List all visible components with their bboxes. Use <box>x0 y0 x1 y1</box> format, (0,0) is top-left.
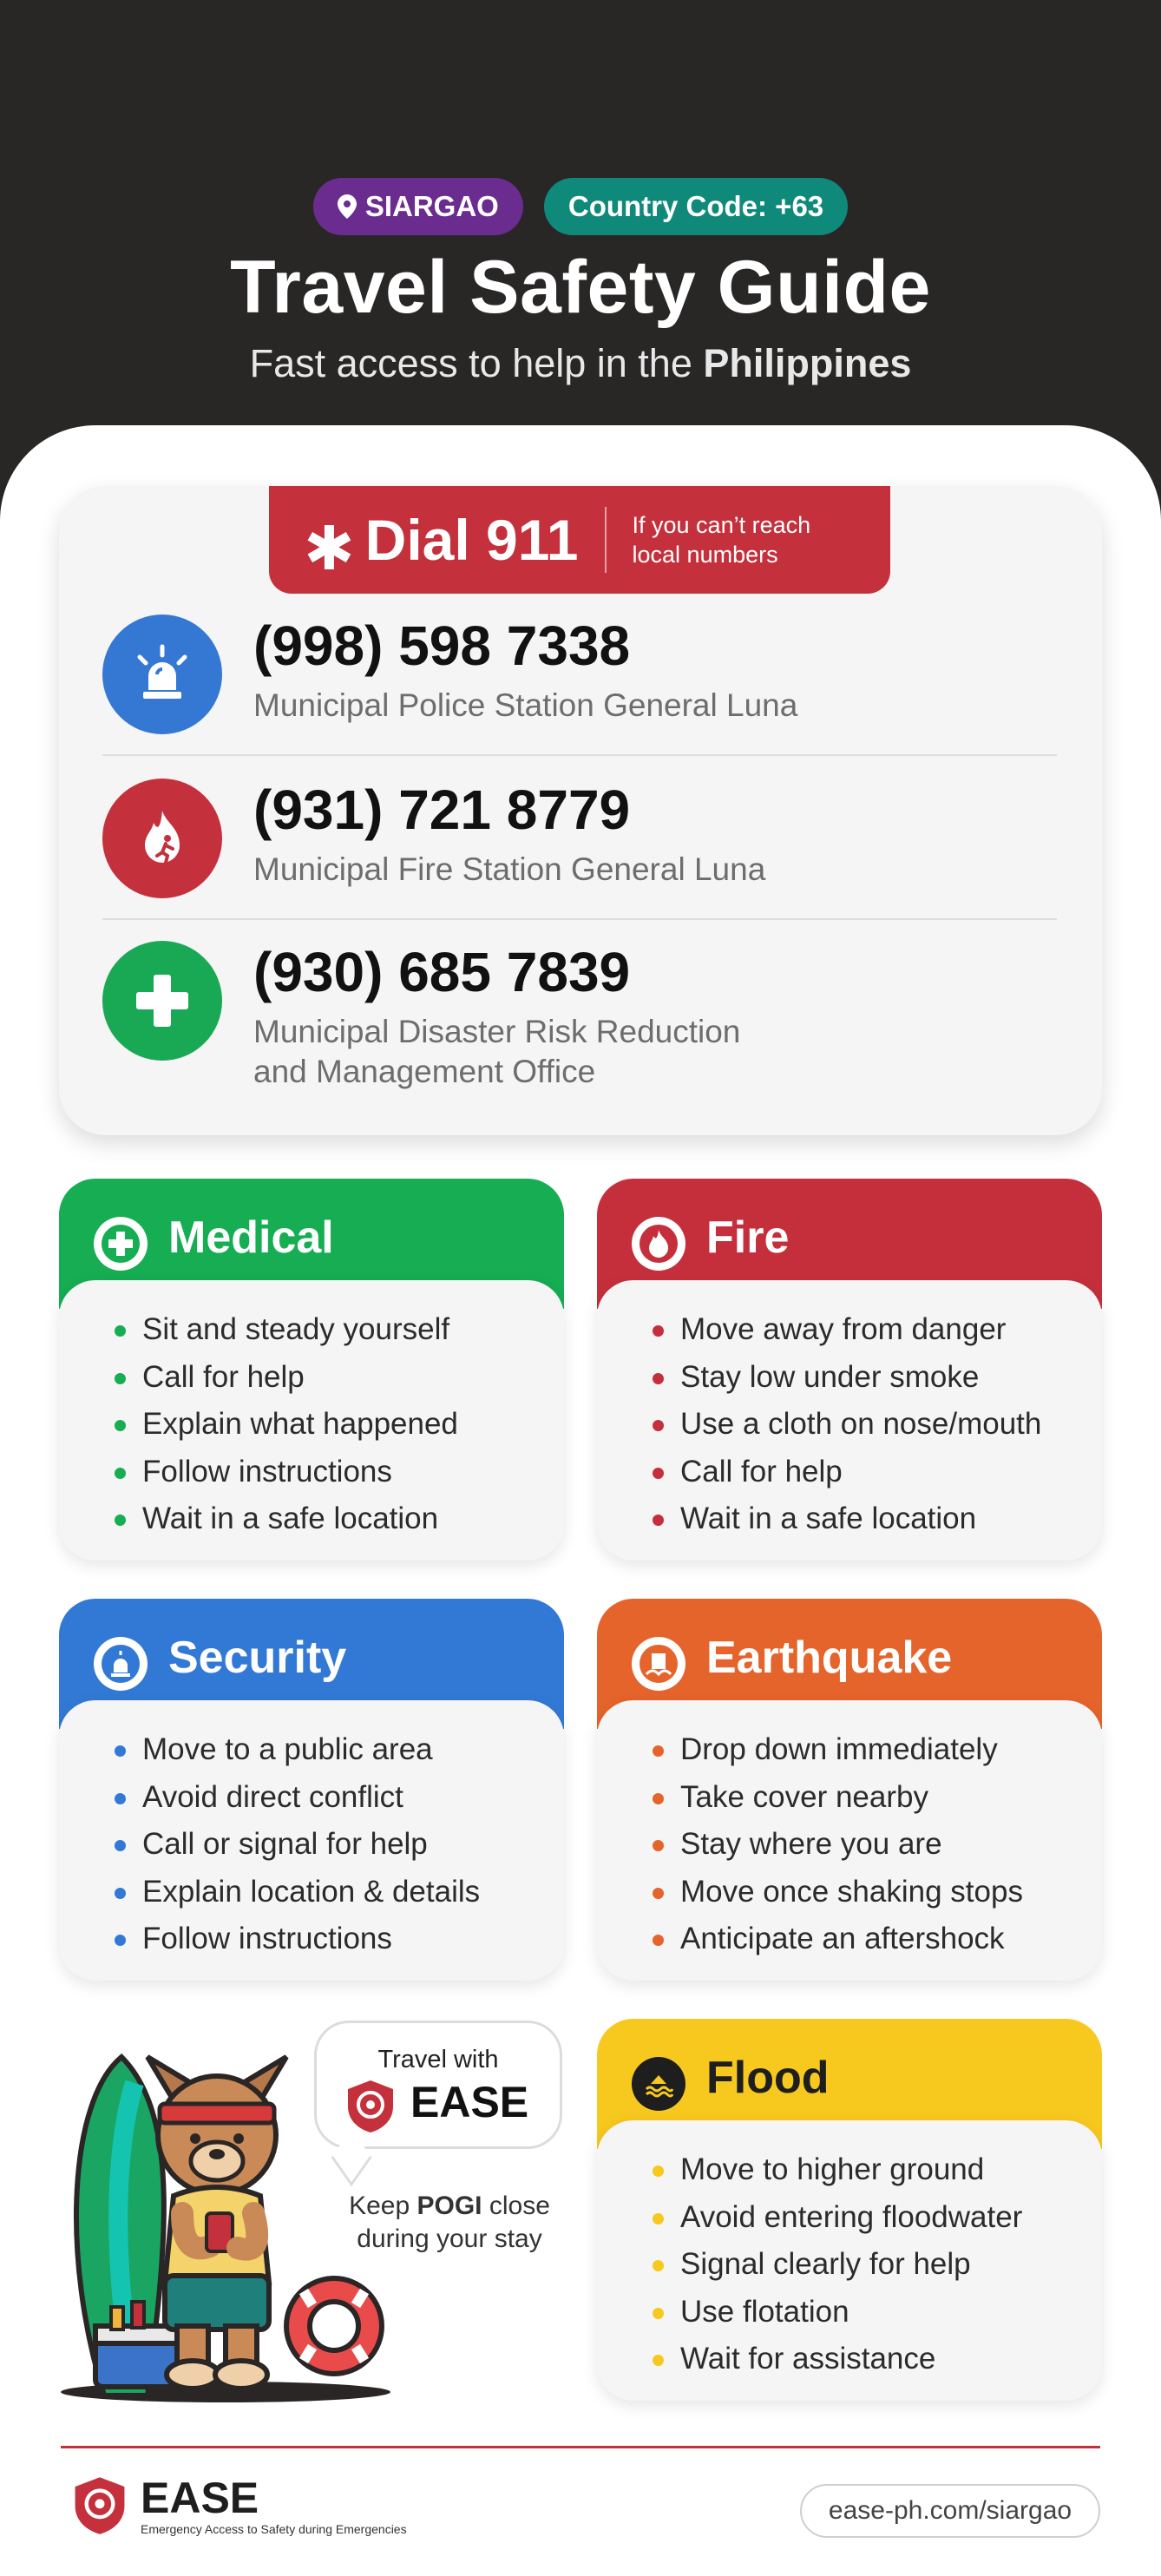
list-item: Use a cloth on nose/mouth <box>649 1401 1102 1449</box>
dial-note <box>633 510 811 569</box>
contact-divider <box>102 754 1057 756</box>
earthquake-icon <box>632 1637 685 1691</box>
contact-divider <box>102 918 1057 920</box>
contact-disaster-office[interactable] <box>102 941 741 1089</box>
list-item: Move to a public area <box>111 1726 564 1774</box>
earthquake-card <box>597 1599 1102 1981</box>
asterisk-icon: ✱ <box>304 515 355 582</box>
dial-note-line2: local numbers <box>632 542 778 568</box>
list-item: Avoid direct conflict <box>111 1774 564 1822</box>
keep-prefix: Keep <box>349 2192 417 2220</box>
list-item: Avoid entering floodwater <box>649 2194 1102 2242</box>
website-link[interactable]: ease-ph.com/siargao <box>800 2484 1100 2538</box>
header <box>0 0 1161 486</box>
fire-card-title: Fire <box>706 1212 790 1263</box>
flood-card-title: Flood <box>706 2053 830 2103</box>
list-item: Follow instructions <box>111 1916 564 1963</box>
keep-suffix: close <box>482 2192 550 2220</box>
dial-911-banner[interactable] <box>269 486 890 594</box>
mascot-illustration <box>52 2048 390 2417</box>
contact-name-line2: and Management Office <box>253 1054 596 1089</box>
page-title: Travel Safety Guide <box>230 246 931 329</box>
list-item: Drop down immediately <box>649 1726 1102 1774</box>
bubble-brand: EASE <box>410 2078 529 2126</box>
medical-cross-icon <box>94 1217 148 1271</box>
mascot-name: POGI <box>417 2192 482 2220</box>
security-card-title: Security <box>168 1633 347 1683</box>
contact-number[interactable]: (931) 721 8779 <box>253 779 631 841</box>
earthquake-card-title: Earthquake <box>706 1633 953 1683</box>
keep-line2: during your stay <box>357 2224 542 2253</box>
location-pill <box>313 178 523 235</box>
list-item: Stay low under smoke <box>649 1354 1102 1402</box>
list-item: Call or signal for help <box>111 1821 564 1869</box>
page-subtitle <box>0 341 1161 386</box>
list-item: Move away from danger <box>649 1306 1102 1354</box>
contact-number[interactable]: (930) 685 7839 <box>253 941 631 1003</box>
dial-separator <box>605 507 607 573</box>
security-card-body <box>59 1700 564 1981</box>
travel-with-text: Travel with <box>377 2046 499 2073</box>
subtitle-country: Philippines <box>703 341 912 385</box>
flood-card <box>597 2019 1102 2401</box>
list-item: Call for help <box>649 1449 1102 1496</box>
flood-icon <box>632 2057 685 2111</box>
list-item: Anticipate an aftershock <box>649 1916 1102 1963</box>
list-item: Move once shaking stops <box>649 1869 1102 1916</box>
medical-card-title: Medical <box>168 1212 334 1263</box>
contact-fire[interactable] <box>102 779 765 900</box>
country-code-pill <box>544 178 848 235</box>
fire-card-body <box>597 1280 1102 1561</box>
header-pills <box>0 178 1161 235</box>
list-item: Stay where you are <box>649 1821 1102 1869</box>
list-item: Signal clearly for help <box>649 2241 1102 2289</box>
footer-brand: EASE <box>141 2474 259 2522</box>
list-item: Explain what happened <box>111 1401 564 1449</box>
list-item: Take cover nearby <box>649 1774 1102 1822</box>
list-item: Wait in a safe location <box>111 1495 564 1543</box>
contact-police[interactable] <box>102 614 797 736</box>
country-code-label: Country Code: +63 <box>567 190 824 222</box>
footer-divider <box>61 2446 1100 2448</box>
medical-card <box>59 1179 564 1561</box>
fire-icon <box>632 1217 685 1271</box>
flood-card-body <box>597 2120 1102 2401</box>
list-item: Follow instructions <box>111 1449 564 1496</box>
police-siren-icon <box>94 1637 148 1691</box>
ease-shield-icon <box>69 2474 130 2538</box>
footer-logo[interactable] <box>69 2474 407 2538</box>
police-siren-icon <box>102 614 222 734</box>
contact-name <box>253 1012 740 1092</box>
medical-card-body <box>59 1280 564 1561</box>
list-item: Sit and steady yourself <box>111 1306 564 1354</box>
security-card <box>59 1599 564 1981</box>
contact-name: Municipal Police Station General Luna <box>253 687 798 723</box>
list-item: Wait for assistance <box>649 2336 1102 2383</box>
list-item: Wait in a safe location <box>649 1495 1102 1543</box>
fire-card <box>597 1179 1102 1561</box>
medical-cross-icon <box>102 941 222 1061</box>
location-pin-icon <box>338 194 357 219</box>
footer-tagline: Emergency Access to Safety during Emergencies <box>141 2522 407 2536</box>
list-item: Use flotation <box>649 2289 1102 2336</box>
subtitle-prefix: Fast access to help in the <box>249 341 704 385</box>
dial-note-line1: If you can’t reach <box>632 512 811 538</box>
location-label: SIARGAO <box>364 190 499 222</box>
list-item: Move to higher ground <box>649 2146 1102 2194</box>
earthquake-card-body <box>597 1700 1102 1981</box>
contact-name: Municipal Fire Station General Luna <box>253 851 766 887</box>
list-item: Call for help <box>111 1354 564 1402</box>
fire-icon <box>102 779 222 898</box>
contact-number[interactable]: (998) 598 7338 <box>253 614 631 677</box>
dial-label: Dial 911 <box>364 508 579 572</box>
list-item: Explain location & details <box>111 1869 564 1916</box>
contact-name-line1: Municipal Disaster Risk Reduction <box>253 1014 741 1049</box>
